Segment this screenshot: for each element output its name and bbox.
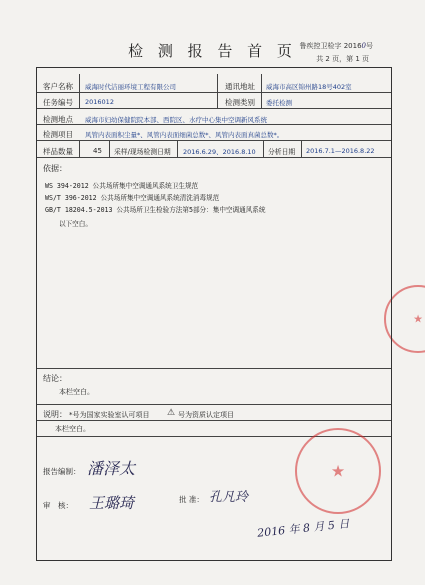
divider bbox=[79, 140, 80, 157]
row-line bbox=[37, 124, 391, 125]
signature-date: 2016 年 8 月 5 日 bbox=[256, 517, 350, 540]
approver-signature: 孔凡玲 bbox=[209, 490, 249, 505]
site-value: 威海市妇幼保健院院本部、西院区、水疗中心集中空调新风系统 bbox=[85, 116, 267, 124]
row-line bbox=[37, 420, 391, 421]
document-number bbox=[299, 41, 373, 51]
row-line bbox=[37, 140, 391, 141]
divider bbox=[109, 140, 110, 157]
reviewer-signature: 王璐琦 bbox=[89, 494, 135, 512]
divider bbox=[263, 140, 264, 157]
doc-number-prefix: 鲁疾控卫检字 2016 bbox=[299, 42, 362, 50]
qualification-icon: ⚠ bbox=[167, 408, 176, 418]
divider bbox=[217, 74, 218, 108]
star-icon: ★ bbox=[413, 312, 423, 326]
row-line bbox=[37, 368, 391, 369]
row-line bbox=[37, 404, 391, 405]
conclusion-label: 结论： bbox=[43, 374, 67, 383]
sample-count-value: 45 bbox=[93, 147, 102, 155]
address-label: 通讯地址 bbox=[225, 82, 255, 91]
analysis-date-value: 2016.7.1—2016.8.22 bbox=[306, 147, 375, 155]
address-value: 威海市高区锦州路18号402室 bbox=[266, 83, 352, 91]
notes-label: 说明： bbox=[43, 410, 67, 419]
type-value: 委托检测 bbox=[266, 99, 292, 107]
author-signature: 潘泽太 bbox=[87, 459, 136, 478]
row-line bbox=[37, 92, 391, 93]
divider bbox=[79, 74, 80, 108]
sampling-date-label: 采样/现场检测日期 bbox=[114, 148, 171, 156]
row-line bbox=[37, 108, 391, 109]
page-title: 检 测 报 告 首 页 bbox=[128, 42, 297, 60]
report-table bbox=[36, 67, 392, 561]
sample-count-label: 样品数量 bbox=[43, 147, 73, 156]
basis-line: 以下空白。 bbox=[59, 220, 92, 228]
conclusion-value: 本栏空白。 bbox=[59, 388, 94, 396]
page-count: 共 2 页，第 1 页 bbox=[316, 55, 369, 63]
items-value: 风管内表面积尘量*、风管内表面细菌总数*、风管内表面真菌总数*。 bbox=[85, 131, 284, 139]
client-value: 威海时代洁丽环境工程有限公司 bbox=[85, 83, 176, 91]
analysis-date-label: 分析日期 bbox=[268, 148, 296, 156]
row-line bbox=[37, 157, 391, 158]
basis-line: WS/T 396-2012 公共场所集中空调通风系统清洗消毒规范 bbox=[45, 194, 220, 202]
lab-accreditation-note: *号为国家实验室认可项目 bbox=[69, 411, 150, 419]
task-value: 2016012 bbox=[85, 98, 114, 106]
basis-label: 依据： bbox=[43, 164, 67, 173]
divider bbox=[261, 74, 262, 108]
reviewer-label: 审 核： bbox=[43, 501, 73, 510]
star-icon: ★ bbox=[330, 461, 346, 481]
basis-line: WS 394-2012 公共场所集中空调通风系统卫生规范 bbox=[45, 182, 199, 190]
notes-blank: 本栏空白。 bbox=[55, 425, 90, 433]
doc-number-handwritten: 0 bbox=[361, 42, 366, 50]
author-label: 报告编制： bbox=[43, 467, 81, 476]
client-label: 客户名称 bbox=[43, 82, 73, 91]
official-seal-stamp bbox=[295, 428, 381, 514]
items-label: 检测项目 bbox=[43, 130, 73, 139]
qualification-note: 号为资质认定项目 bbox=[178, 411, 234, 419]
sampling-date-value: 2016.6.29、2016.8.10 bbox=[183, 148, 256, 156]
divider bbox=[301, 140, 302, 157]
doc-number-suffix: 号 bbox=[366, 42, 373, 50]
basis-line: GB/T 18204.5-2013 公共场所卫生检验方法第5部分：集中空调通风系统 bbox=[45, 206, 266, 214]
task-label: 任务编号 bbox=[43, 98, 73, 107]
site-label: 检测地点 bbox=[43, 115, 73, 124]
approver-label: 批 准： bbox=[179, 495, 204, 504]
divider bbox=[177, 140, 178, 157]
type-label: 检测类别 bbox=[225, 98, 255, 107]
